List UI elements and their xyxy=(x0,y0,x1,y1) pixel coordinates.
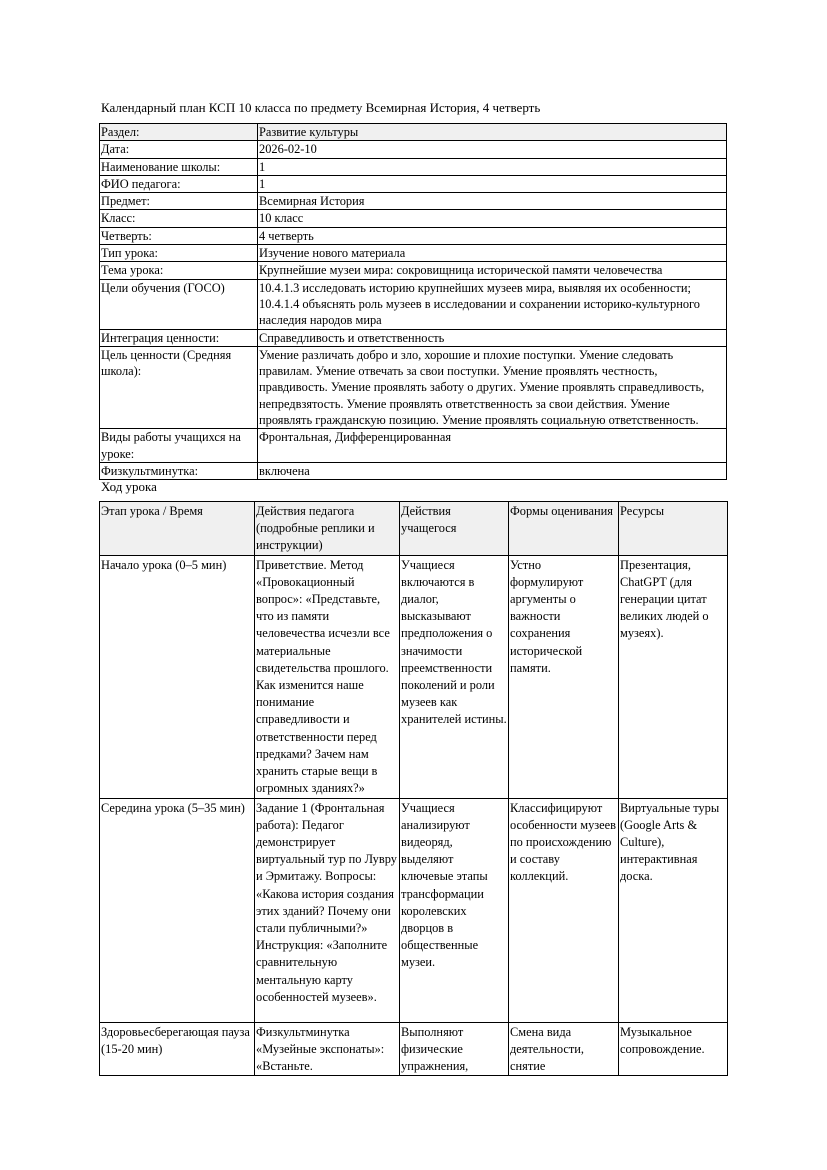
info-value: 1 xyxy=(258,175,727,192)
info-value: 10.4.1.3 исследовать историю крупнейших музеев мира, выявляя их особенности; 10.4.1.4 объяснять роль музеев в исследовании и сохранении историко-культурного наследия народов мира xyxy=(258,279,727,329)
info-label: Тема урока: xyxy=(100,262,258,279)
info-value: Справедливость и ответственность xyxy=(258,329,727,346)
plan-row xyxy=(100,798,728,1022)
info-value: Крупнейшие музеи мира: сокровищница исторической памяти человечества xyxy=(258,262,727,279)
header-resources: Ресурсы xyxy=(619,502,728,556)
document-title: Календарный план КСП 10 класса по предмету Всемирная История, 4 четверть xyxy=(101,100,541,115)
info-row xyxy=(100,429,727,463)
info-value: Развитие культуры xyxy=(258,124,727,141)
info-row xyxy=(100,158,727,175)
info-row xyxy=(100,141,727,158)
header-student: Действия учащегося xyxy=(400,502,509,556)
lesson-info-table xyxy=(99,123,727,480)
info-value: 1 xyxy=(258,158,727,175)
header-stage: Этап урока / Время xyxy=(100,502,255,556)
info-row xyxy=(100,227,727,244)
student-cell: Выполняют физические упражнения, xyxy=(400,1022,509,1076)
info-label: Класс: xyxy=(100,210,258,227)
header-teacher: Действия педагога (подробные реплики и инструкции) xyxy=(255,502,400,556)
lesson-plan-table xyxy=(99,501,728,1076)
assessment-cell: Классифицируют особенности музеев по происхождению и составу коллекций. xyxy=(509,798,619,1022)
info-label: Цели обучения (ГОСО) xyxy=(100,279,258,329)
info-label: ФИО педагога: xyxy=(100,175,258,192)
info-value: Фронтальная, Дифференцированная xyxy=(258,429,727,463)
plan-row xyxy=(100,555,728,798)
info-label: Раздел: xyxy=(100,124,258,141)
plan-row xyxy=(100,1022,728,1076)
stage-cell: Начало урока (0–5 мин) xyxy=(100,555,255,798)
teacher-cell: Приветствие. Метод «Провокационный вопрос»: «Представьте, что из памяти человечества исчезли все материальные свидетельства прошлого. Как изменится наше понимание справедливости и ответственности перед предками? Зачем нам хранить старые вещи в огромных зданиях?» xyxy=(255,555,400,798)
stage-cell: Здоровьесберегающая пауза (15-20 мин) xyxy=(100,1022,255,1076)
assessment-cell: Устно формулируют аргументы о важности сохранения исторической памяти. xyxy=(509,555,619,798)
student-cell: Учащиеся включаются в диалог, высказывают предположения о значимости преемственности поколений и роли музеев как хранителей истины. xyxy=(400,555,509,798)
student-cell: Учащиеся анализируют видеоряд, выделяют ключевые этапы трансформации королевских дворцов в общественные музеи. xyxy=(400,798,509,1022)
info-label: Виды работы учащихся на уроке: xyxy=(100,429,258,463)
info-label: Интеграция ценности: xyxy=(100,329,258,346)
info-value: включена xyxy=(258,462,727,479)
info-value: Всемирная История xyxy=(258,193,727,210)
info-label: Предмет: xyxy=(100,193,258,210)
info-row xyxy=(100,193,727,210)
info-row xyxy=(100,279,727,329)
info-label: Наименование школы: xyxy=(100,158,258,175)
info-label: Дата: xyxy=(100,141,258,158)
info-row xyxy=(100,262,727,279)
teacher-cell: Физкультминутка «Музейные экспонаты»: «Встаньте. xyxy=(255,1022,400,1076)
info-row xyxy=(100,210,727,227)
course-heading: Ход урока xyxy=(101,479,157,494)
info-row xyxy=(100,245,727,262)
info-value: 10 класс xyxy=(258,210,727,227)
info-label: Тип урока: xyxy=(100,245,258,262)
info-label: Цель ценности (Средняя школа): xyxy=(100,346,258,428)
info-value: Изучение нового материала xyxy=(258,245,727,262)
info-label: Физкультминутка: xyxy=(100,462,258,479)
info-row xyxy=(100,346,727,428)
info-value: 2026-02-10 xyxy=(258,141,727,158)
resources-cell: Музыкальное сопровождение. xyxy=(619,1022,728,1076)
info-value: 4 четверть xyxy=(258,227,727,244)
resources-cell: Виртуальные туры (Google Arts & Culture), интерактивная доска. xyxy=(619,798,728,1022)
plan-header-row xyxy=(100,502,728,556)
info-row xyxy=(100,462,727,479)
info-label: Четверть: xyxy=(100,227,258,244)
info-row xyxy=(100,175,727,192)
header-assessment: Формы оценивания xyxy=(509,502,619,556)
info-row xyxy=(100,124,727,141)
info-value: Умение различать добро и зло, хорошие и плохие поступки. Умение следовать правилам. Умение отвечать за свои поступки. Умение проявлять честность, правдивость. Умение проявлять заботу о других. Умение проявлять справедливость, непредвзятость. Умение проявлять ответственность за свои действия. Умение проявлять гражданскую позицию. Умение проявлять социальную ответственность. xyxy=(258,346,727,428)
teacher-cell: Задание 1 (Фронтальная работа): Педагог демонстрирует виртуальный тур по Лувру и Эрмитажу. Вопросы: «Какова история создания этих зданий? Почему они стали публичными?» Инструкция: «Заполните сравнительную ментальную карту особенностей музеев». xyxy=(255,798,400,1022)
info-row xyxy=(100,329,727,346)
stage-cell: Середина урока (5–35 мин) xyxy=(100,798,255,1022)
assessment-cell: Смена вида деятельности, снятие xyxy=(509,1022,619,1076)
resources-cell: Презентация, ChatGPT (для генерации цитат великих людей о музеях). xyxy=(619,555,728,798)
